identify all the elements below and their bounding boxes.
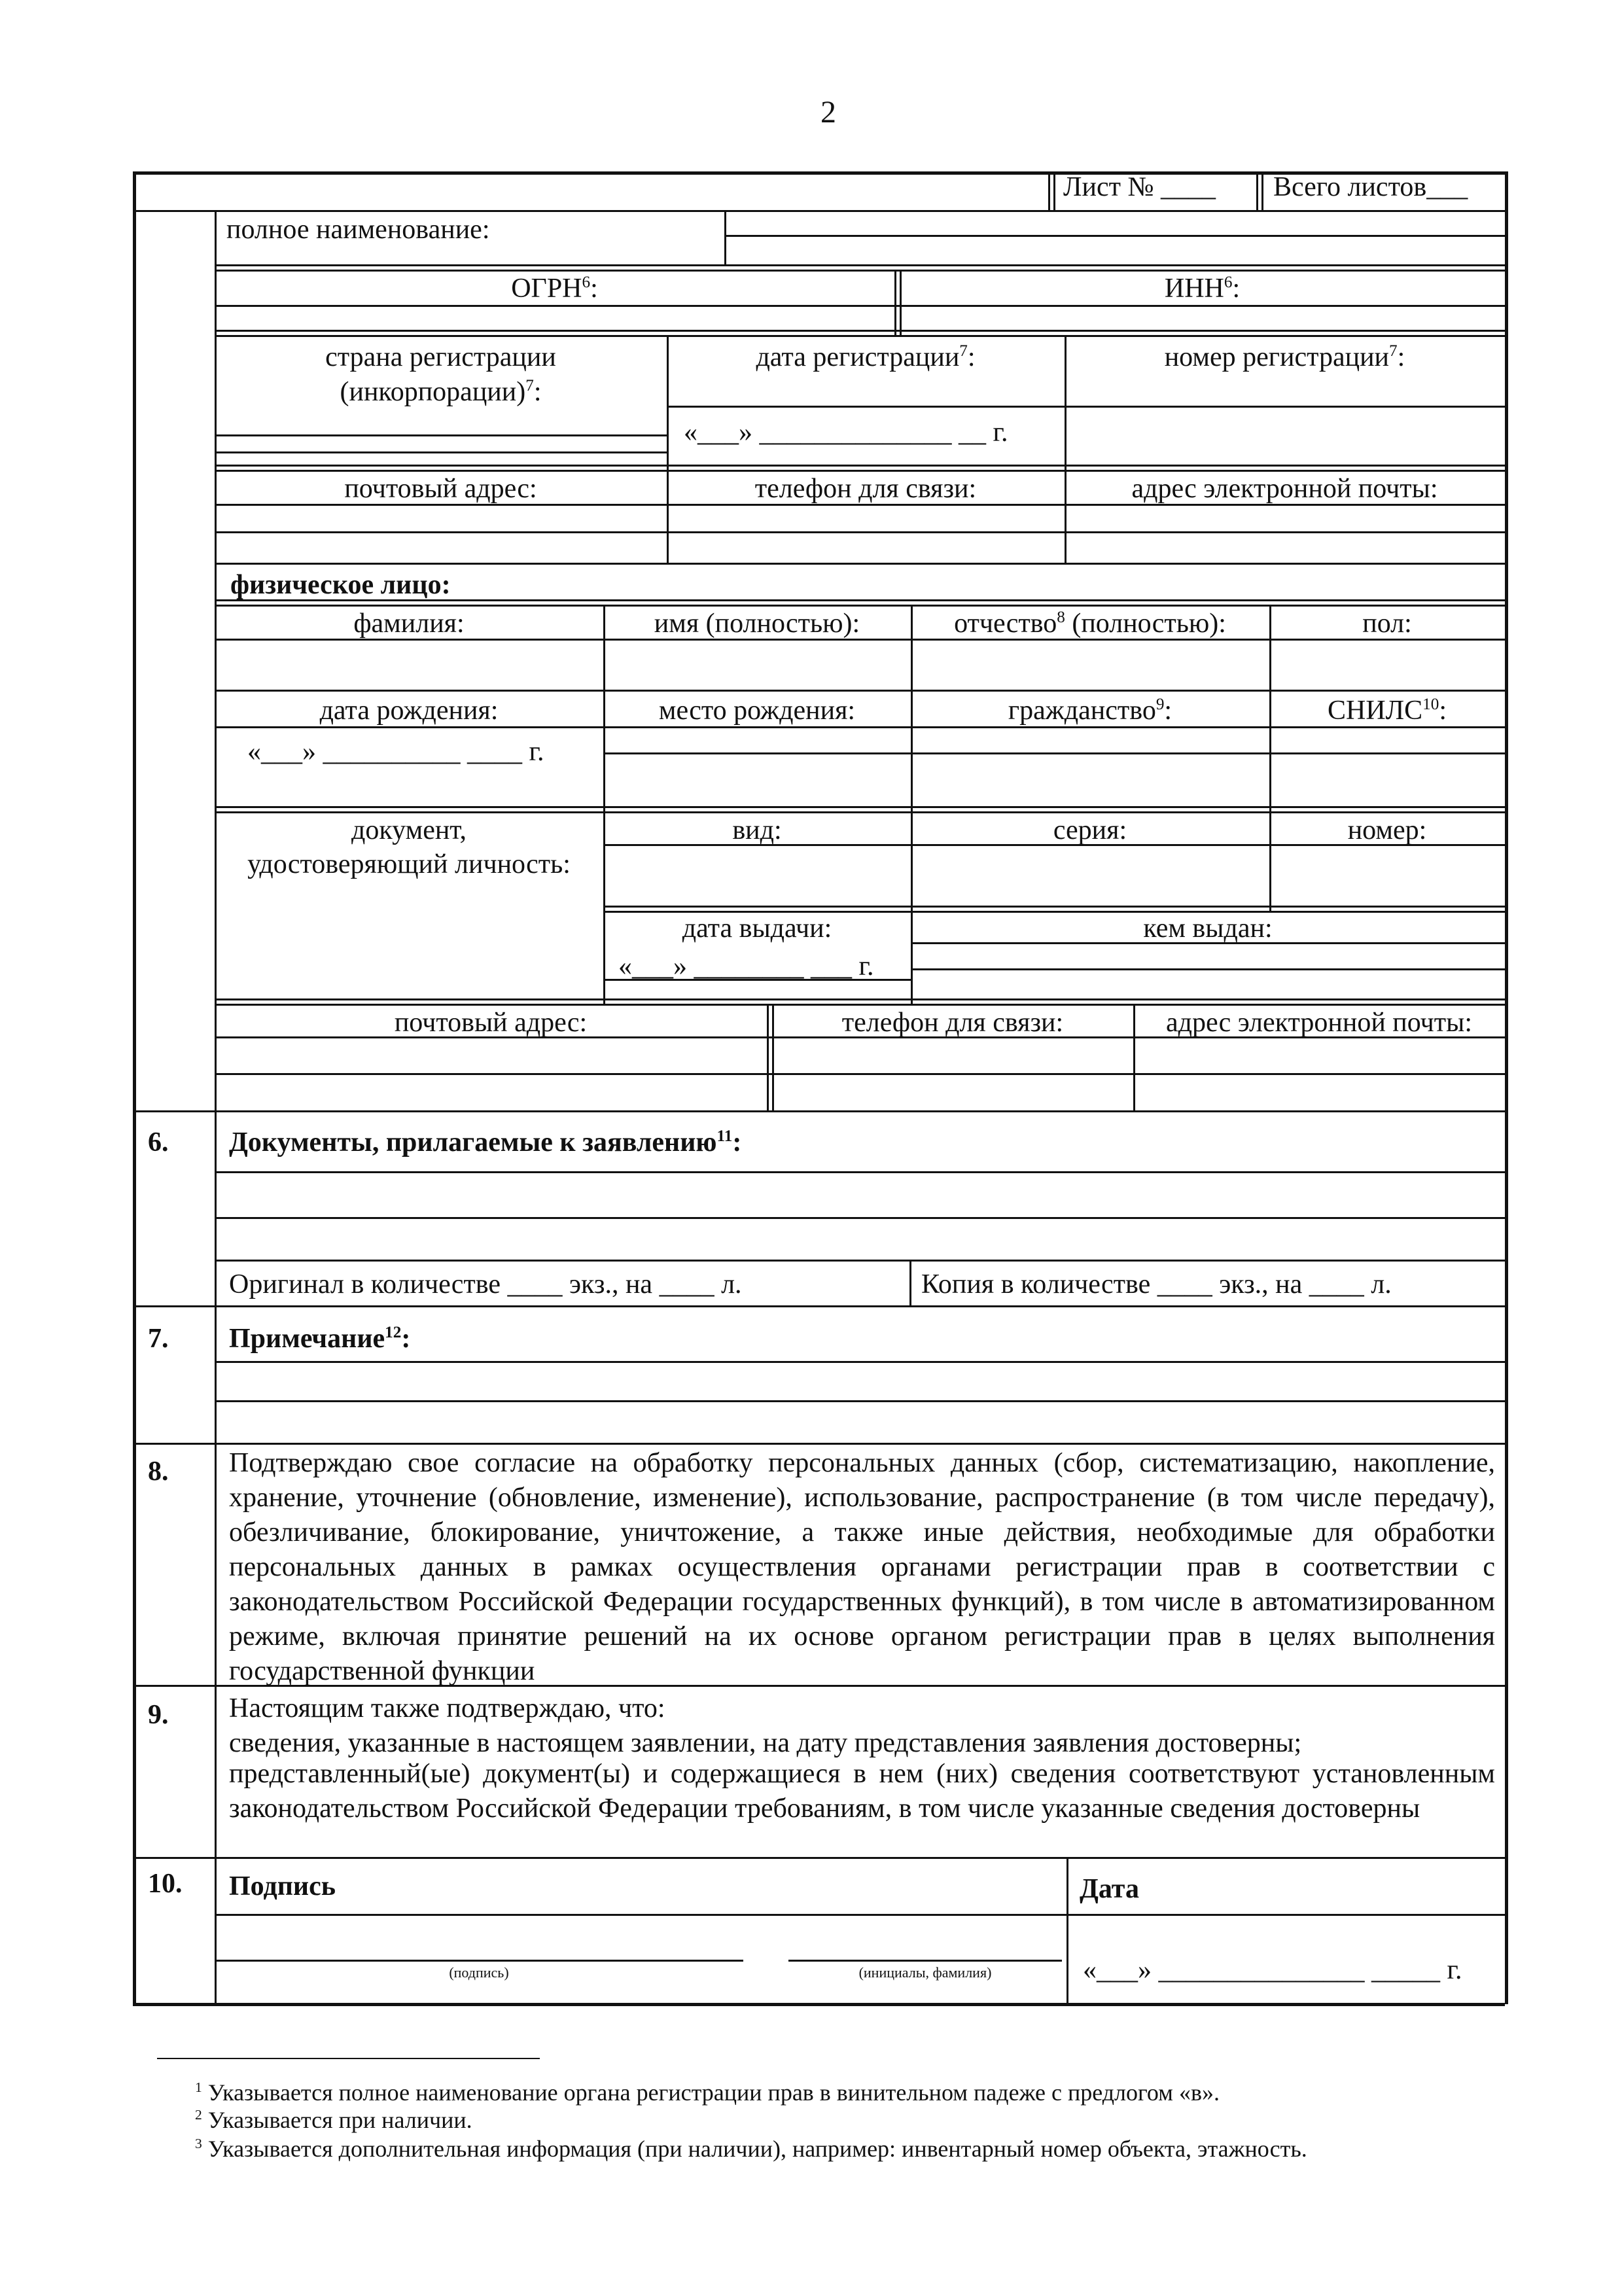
footnote-separator xyxy=(157,2058,540,2059)
birth-date-blank: «___» __________ ____ г. xyxy=(247,737,544,767)
sheet-number: Лист № ____ xyxy=(1063,172,1216,202)
section-8-consent-text: Подтверждаю свое согласие на обработку персональных данных (сбор, систематизацию, накопление, хранение, уточнение (обновление, изменение), использование, распространение (в том числе передачу), обезличивание, блокирование, уничтожение, а также иные действия, необходимые для обработки персональных данных в рамках осуществления органами регистрации прав в соответствии с законодательством Российской Федерации государственных функций), в том числе в автоматизированном режиме, включая принятие решений на их основе органом регистрации прав в целях выполнения государственной функции xyxy=(229,1448,1495,1686)
sex-label: пол: xyxy=(1362,609,1412,639)
birth-date-label: дата рождения: xyxy=(319,696,499,726)
person-email-label: адрес электронной почты: xyxy=(1165,1008,1473,1038)
doc-type-label: вид: xyxy=(732,815,782,845)
full-name-label: полное наименование: xyxy=(226,215,490,245)
legal-postal-label: почтовый адрес: xyxy=(344,474,537,504)
patronymic-label: отчество$^8$ (полностью): xyxy=(954,609,1226,639)
inn-label: ИНН$^6$: xyxy=(1164,274,1241,304)
reg-number-label: номер регистрации$^7$: xyxy=(1164,342,1405,372)
country-label-line2: (инкорпорации)$^7$: xyxy=(340,377,542,407)
id-doc-label-line2: удостоверяющий личность: xyxy=(247,849,571,879)
footnote-1: $^1$ Указывается полное наименование органа регистрации прав в винительном падеже с предлогом «в». xyxy=(195,2079,1220,2106)
date-label: Дата xyxy=(1080,1874,1139,1904)
issue-date-label: дата выдачи: xyxy=(682,913,832,944)
country-label-line1: страна регистрации xyxy=(325,342,556,372)
signature-label: Подпись xyxy=(229,1871,336,1901)
original-count: Оригинал в количестве ____ экз., на ____ л. xyxy=(229,1269,742,1299)
reg-date-label: дата регистрации$^7$: xyxy=(756,342,976,372)
section-9-number: 9. xyxy=(148,1700,169,1730)
signature-date-blank: «___» _______________ _____ г. xyxy=(1083,1955,1462,1985)
initials-caption: (инициалы, фамилия) xyxy=(858,1964,992,1981)
section-9-line2: сведения, указанные в настоящем заявлении, на дату представления заявления достоверны; xyxy=(229,1728,1302,1758)
footnote-3: $^3$ Указывается дополнительная информация (при наличии), например: инвентарный номер объекта, этажность. xyxy=(195,2136,1307,2162)
doc-number-label: номер: xyxy=(1347,815,1427,845)
name-label: имя (полностью): xyxy=(654,609,860,639)
reg-date-blank: «___» ______________ __ г. xyxy=(684,417,1008,448)
section-7-number: 7. xyxy=(148,1324,169,1354)
section-9-line3: представленный(ые) документ(ы) и содержащиеся в нем (них) сведения соответствуют установленным законодательством Российской Федерации требованиям, в том числе указанные сведения достоверны xyxy=(229,1759,1495,1824)
birth-place-label: место рождения: xyxy=(658,696,856,726)
section-6-title: Документы, прилагаемые к заявлению$^{11}$: xyxy=(229,1127,742,1157)
copy-count: Копия в количестве ____ экз., на ____ л. xyxy=(921,1269,1392,1299)
person-postal-label: почтовый адрес: xyxy=(394,1008,588,1038)
snils-label: СНИЛС$^{10}$: xyxy=(1327,696,1447,726)
doc-series-label: серия: xyxy=(1053,815,1127,845)
section-9-line1: Настоящим также подтверждаю, что: xyxy=(229,1693,665,1723)
total-sheets: Всего листов___ xyxy=(1273,172,1468,202)
id-doc-label-line1: документ, xyxy=(351,815,467,845)
section-10-number: 10. xyxy=(148,1869,183,1899)
issued-by-label: кем выдан: xyxy=(1143,913,1273,944)
footnote-2: $^2$ Указывается при наличии. xyxy=(195,2107,472,2133)
section-6-number: 6. xyxy=(148,1127,169,1157)
section-7-title: Примечание$^{12}$: xyxy=(229,1324,411,1354)
person-phone-label: телефон для связи: xyxy=(841,1008,1064,1038)
citizenship-label: гражданство$^9$: xyxy=(1008,696,1172,726)
ogrn-label: ОГРН$^6$: xyxy=(511,274,598,304)
legal-email-label: адрес электронной почты: xyxy=(1131,474,1438,504)
legal-phone-label: телефон для связи: xyxy=(754,474,977,504)
signature-caption: (подпись) xyxy=(449,1964,509,1981)
surname-label: фамилия: xyxy=(353,609,465,639)
person-title: физическое лицо: xyxy=(230,570,451,600)
section-8-number: 8. xyxy=(148,1457,169,1487)
page-number: 2 xyxy=(820,95,836,130)
issue-date-blank: «___» ________ ___ г. xyxy=(618,951,874,981)
